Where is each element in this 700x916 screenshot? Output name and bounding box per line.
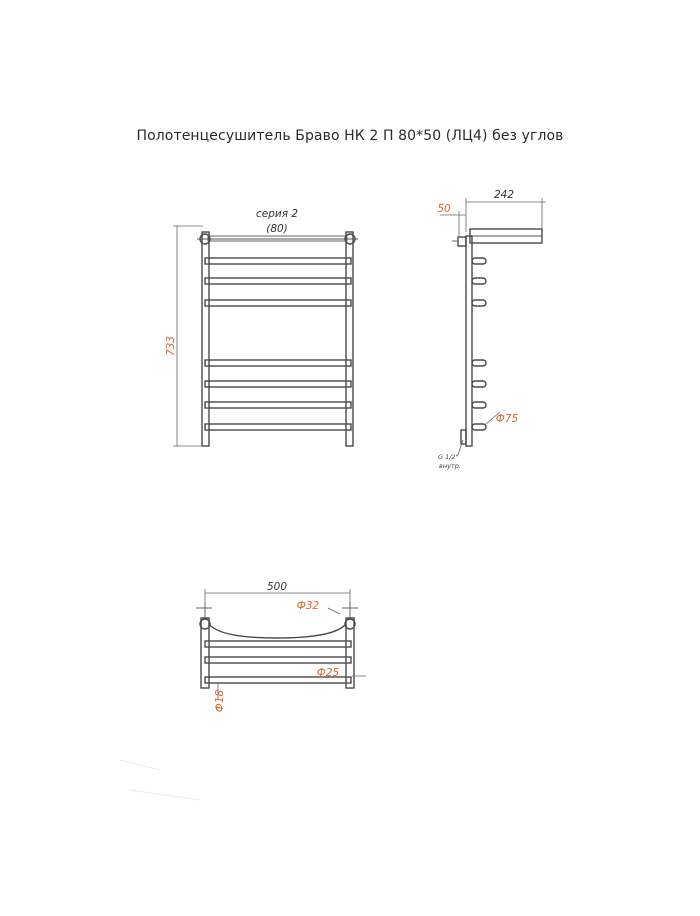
- faint-marks: [120, 760, 200, 800]
- pipe-dim-label: Ф75: [495, 413, 519, 425]
- rung: [205, 300, 351, 306]
- thread-label: G 1/2": [438, 453, 459, 461]
- top-rung: [205, 657, 351, 663]
- rung: [205, 278, 351, 284]
- height-dim-label: 733: [165, 335, 177, 357]
- diam-18-label: Ф18: [214, 689, 226, 713]
- diam-32-label: Ф32: [296, 600, 320, 612]
- depth-dim-label: 242: [493, 189, 515, 201]
- width-dim-label: 500: [266, 581, 288, 593]
- diam-25-label: Ф25: [316, 667, 340, 679]
- offset-dim-label: 50: [437, 203, 451, 215]
- front-view: [165, 208, 358, 446]
- side-rung: [472, 402, 486, 408]
- rung: [205, 360, 351, 366]
- series-code: (80): [266, 223, 288, 235]
- side-rung: [472, 300, 486, 306]
- curved-bar: [209, 624, 346, 638]
- side-post: [466, 236, 472, 446]
- top-rail-body: [208, 236, 347, 241]
- series-label: серия 2: [255, 208, 299, 220]
- side-rung: [472, 424, 486, 430]
- side-rung: [472, 258, 486, 264]
- thread-note: внутр.: [439, 462, 461, 470]
- rung: [205, 381, 351, 387]
- rung: [205, 258, 351, 264]
- side-rung: [472, 381, 486, 387]
- drawing-title: Полотенцесушитель Браво НК 2 П 80*50 (ЛЦ4) без углов: [136, 128, 564, 144]
- rung: [205, 424, 351, 430]
- side-rung: [472, 360, 486, 366]
- rung: [205, 402, 351, 408]
- side-view: [437, 189, 546, 470]
- top-view: [196, 581, 366, 712]
- top-rung: [205, 641, 351, 647]
- side-rung: [472, 278, 486, 284]
- side-top-mount: [458, 237, 466, 246]
